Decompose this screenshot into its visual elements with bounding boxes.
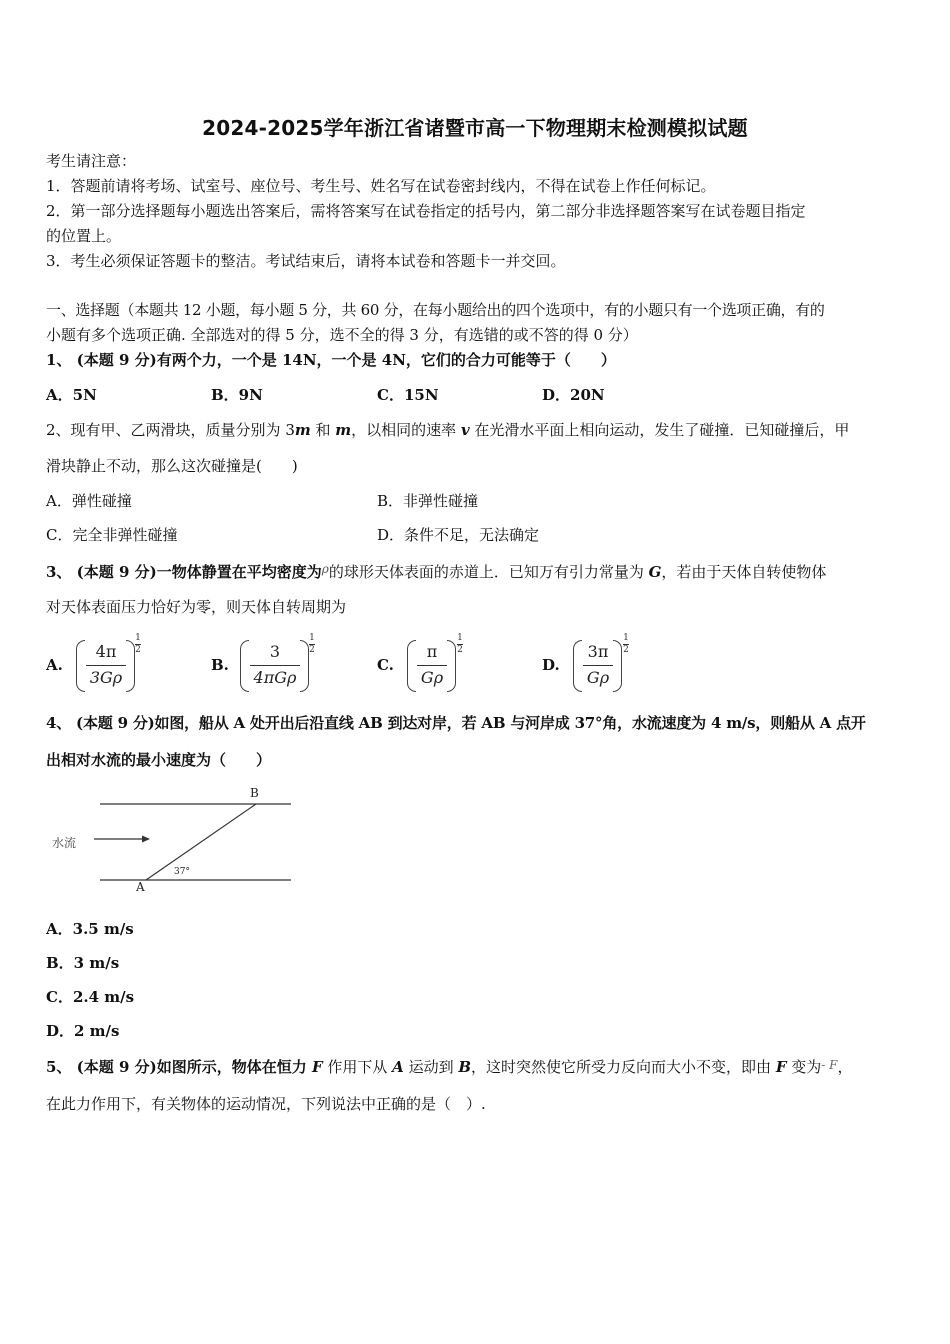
fraction-bar [417,665,447,666]
q3-stem [46,558,826,583]
q5-force-f2: F [775,1058,787,1076]
exponent-den: 2 [623,645,629,655]
exponent-den: 2 [135,645,141,655]
fraction-bar [250,665,300,666]
exponent [623,634,629,655]
right-paren [126,640,135,692]
water-flow-label: 水流 [52,836,77,850]
exponent-num: 1 [309,633,315,643]
q2-stem-part: 2、现有甲、乙两滑块，质量分别为 3 [46,421,295,439]
arrow-head-icon [142,836,150,843]
q1-option-c: C．15N [377,386,439,404]
q3-option-c-formula [407,633,463,692]
fraction-denominator: Gρ [586,668,610,687]
q3-option-a-formula [76,633,141,692]
exponent [457,634,463,655]
q3-rho: ρ [321,562,329,576]
exponent [135,634,141,655]
notice-item: 3．考生必须保证答题卡的整洁。考试结束后，请将本试卷和答题卡一并交回。 [46,252,566,270]
q2-stem-part: 和 [310,421,336,439]
q5-stem-part: 变为 [786,1058,822,1076]
q5-stem [46,1054,852,1078]
fraction-bar [583,665,613,666]
q5-stem-part: 5、 (本题 9 分)如图所示，物体在恒力 [46,1058,312,1076]
q4-option-b: B．3 m/s [46,954,120,972]
q5-stem-part: 运动到 [403,1058,459,1076]
q3-option-d-formula [573,633,629,692]
fraction-numerator: 3 [269,642,281,661]
q4-option-d: D．2 m/s [46,1022,120,1040]
q4-option-c: C．2.4 m/s [46,988,135,1006]
q3-stem-part: ，若由于天体自转使物体 [661,563,827,581]
q2-mass-3m: m [294,421,311,439]
q5-point-a: A [392,1058,404,1076]
section-heading-line1: 一、选择题（本题共 12 小题，每小题 5 分，共 60 分，在每小题给出的四个选项中，有的小题只有一个选项正确，有的 [46,301,825,319]
fraction-denominator: Gρ [420,668,444,687]
q5-stem-line2: 在此力作用下，有关物体的运动情况，下列说法中正确的是（ ）. [46,1095,486,1113]
fraction-denominator: 3Gρ [89,668,123,687]
fraction-bar [86,665,126,666]
right-paren [447,640,456,692]
right-paren [300,640,309,692]
q2-option-b: B．非弹性碰撞 [377,492,479,510]
q5-stem-part: 作用下从 [322,1058,393,1076]
q4-stem-line2: 出相对水流的最小速度为（ ） [46,751,272,769]
q5-force-f: F [311,1058,323,1076]
page-title: 2024-2025学年浙江省诸暨市高一下物理期末检测模拟试题 [202,116,748,140]
q2-mass-m: m [335,421,352,439]
q2-stem-part: 在光滑水平面上相向运动，发生了碰撞．已知碰撞后，甲 [469,421,850,439]
q3-option-d-label: D. [542,656,560,674]
q2-velocity: v [460,421,470,439]
fraction-numerator: 4π [95,642,117,661]
q3-stem-line2: 对天体表面压力恰好为零，则天体自转周期为 [46,598,347,616]
point-a-label: A [136,880,145,894]
q2-option-d: D．条件不足，无法确定 [377,526,540,544]
q1-option-a: A．5N [46,386,97,404]
q2-stem [46,419,849,441]
q3-stem-part: 的球形天体表面的赤道上．已知万有引力常量为 [328,563,649,581]
q5-negative-force: - F [821,1058,838,1072]
exponent-num: 1 [135,633,141,643]
section-heading-line2: 小题有多个选项正确. 全部选对的得 5 分，选不全的得 3 分，有选错的或不答的得 0 分） [46,326,638,344]
q5-point-b: B [458,1058,472,1076]
q1-option-b: B．9N [211,386,263,404]
point-b-label: B [250,786,259,800]
q3-option-a-label: A. [46,656,63,674]
fraction-numerator: 3π [587,642,609,661]
notice-heading: 考生请注意： [46,152,137,170]
q5-stem-part: ，这时突然使它所受力反向而大小不变，即由 [471,1058,776,1076]
q3-option-b-formula [240,633,315,692]
q1-stem: 1、 (本题 9 分)有两个力，一个是 14N，一个是 4N，它们的合力可能等于（ ） [46,351,616,369]
right-paren [613,640,622,692]
fraction-numerator: π [426,642,438,661]
exponent-num: 1 [457,633,463,643]
exponent-den: 2 [309,645,315,655]
fraction-denominator: 4πGρ [253,668,297,687]
q4-option-a: A．3.5 m/s [46,920,134,938]
notice-item: 的位置上。 [46,227,122,245]
q2-stem-part: ，以相同的速率 [351,421,461,439]
path-ab-line [146,804,256,880]
notice-item: 2．第一部分选择题每小题选出答案后，需将答案写在试卷指定的括号内，第二部分非选择题答案写在试卷题目指定 [46,202,806,220]
q3-stem-part: 3、 (本题 9 分)一物体静置在平均密度为 [46,563,322,581]
angle-label: 37° [174,867,190,877]
q1-option-d: D．20N [542,386,605,404]
notice-item: 1．答题前请将考场、试室号、座位号、考生号、姓名写在试卷密封线内，不得在试卷上作任何标记。 [46,177,716,195]
exponent [309,634,315,655]
exponent-den: 2 [457,645,463,655]
q3-option-b-label: B. [211,656,229,674]
q2-option-c: C．完全非弹性碰撞 [46,526,178,544]
q3-option-c-label: C. [377,656,394,674]
river-crossing-diagram [46,780,306,895]
q5-stem-part: ， [837,1058,853,1076]
q4-stem: 4、 (本题 9 分)如图，船从 A 处开出后沿直线 AB 到达对岸，若 AB 与河岸成 37°角，水流速度为 4 m/s，则船从 A 点开 [46,714,866,732]
exponent-num: 1 [623,633,629,643]
q2-option-a: A．弹性碰撞 [46,492,132,510]
q2-stem-line2: 滑块静止不动，那么这次碰撞是( ) [46,457,298,475]
q3-gravity-const: G [648,563,662,581]
